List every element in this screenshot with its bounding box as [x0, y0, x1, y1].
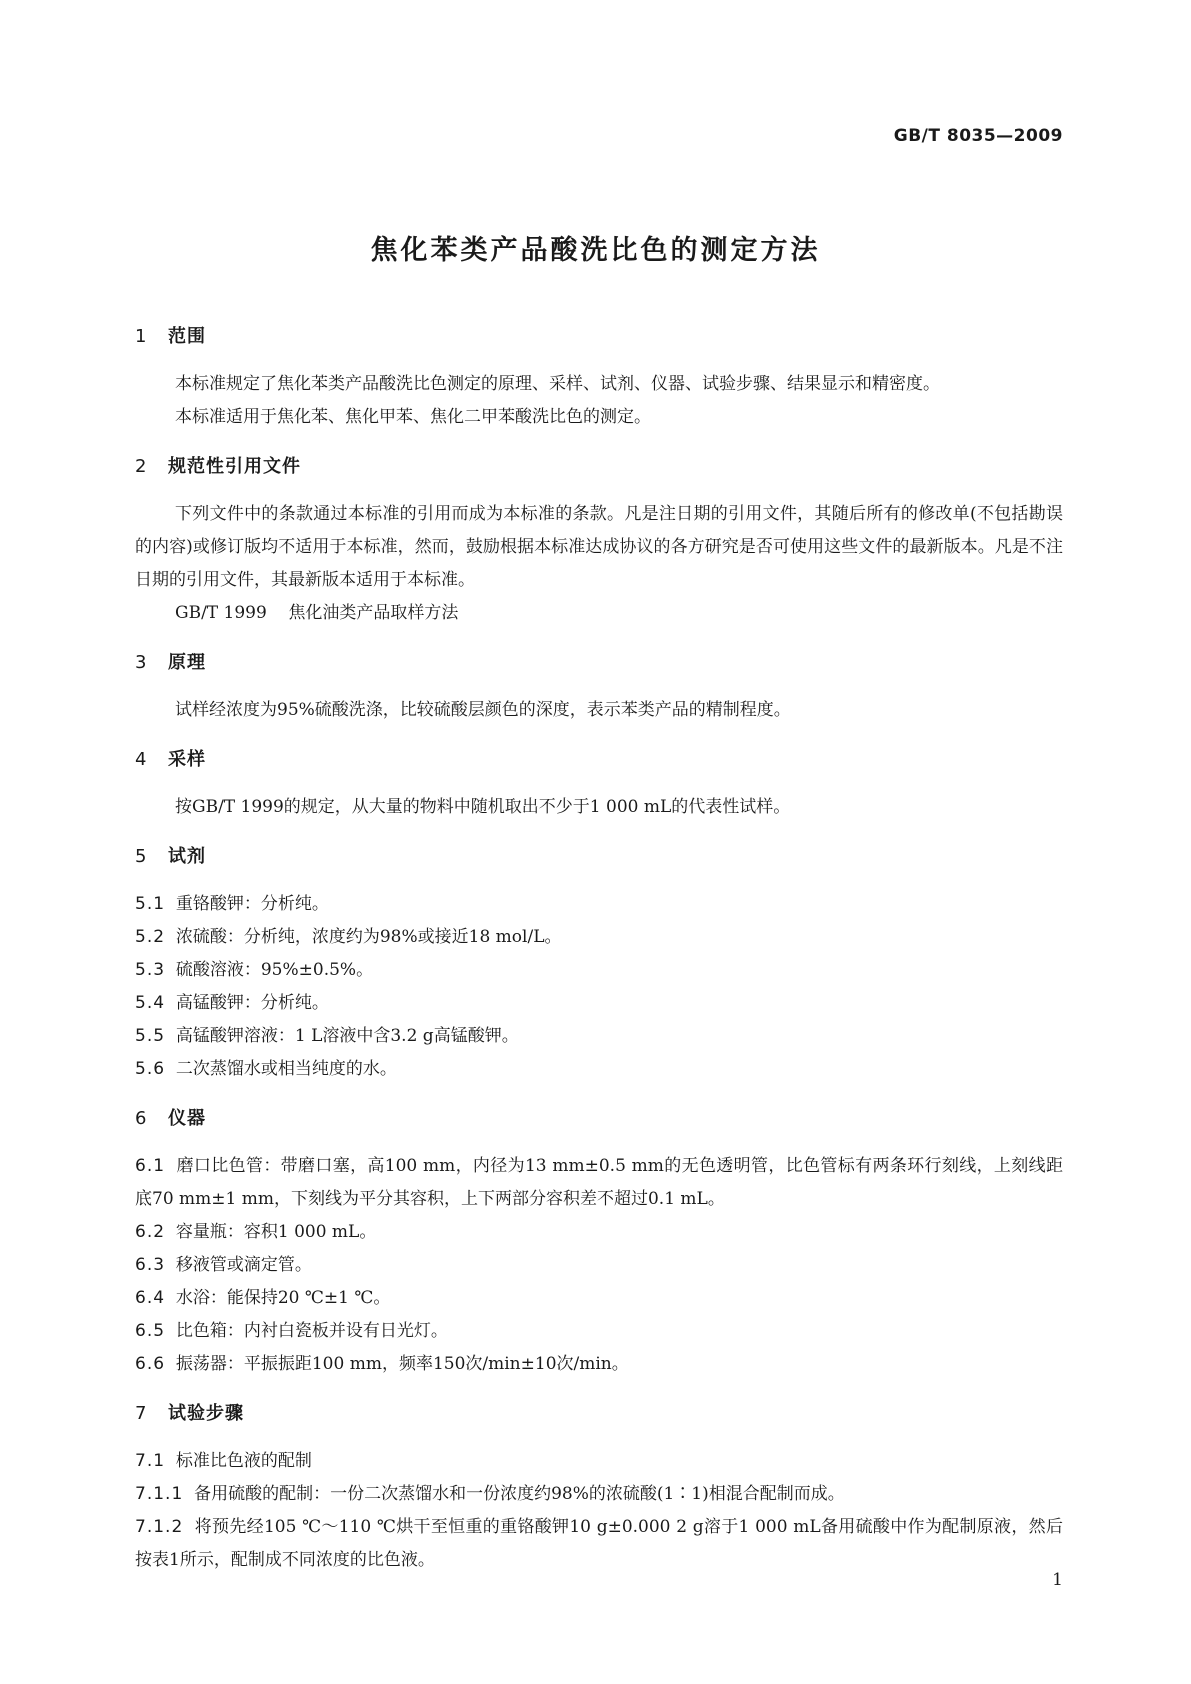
clause-number: 5.2 — [135, 927, 166, 947]
section-number: 4 — [135, 749, 148, 770]
clause-text: 将预先经105 ℃～110 ℃烘干至恒重的重铬酸钾10 g±0.000 2 g溶于1 000 mL备用硫酸中作为配制原液，然后按表1所示，配制成不同浓度的比色液。 — [135, 1517, 1063, 1570]
clause-text: 重铬酸钾：分析纯。 — [175, 894, 329, 914]
clause-number: 6.2 — [135, 1222, 166, 1242]
clause-number: 5.6 — [135, 1059, 166, 1079]
clause-number: 6.1 — [135, 1156, 166, 1176]
clause — [135, 954, 1063, 987]
clause-number: 7.1.2 — [135, 1517, 184, 1537]
clause — [135, 1315, 1063, 1348]
paragraph: 本标准规定了焦化苯类产品酸洗比色测定的原理、采样、试剂、仪器、试验步骤、结果显示和精密度。 — [175, 374, 940, 394]
section-heading-sampling — [135, 745, 1063, 771]
clause-number: 6.4 — [135, 1288, 166, 1308]
clause — [135, 1150, 1063, 1216]
section-heading-normative-references — [135, 452, 1063, 478]
clause-text: 水浴：能保持20 ℃±1 ℃。 — [175, 1288, 391, 1308]
clause — [135, 1249, 1063, 1282]
clause-number: 6.5 — [135, 1321, 166, 1341]
clause-text: 浓硫酸：分析纯，浓度约为98%或接近18 mol/L。 — [175, 927, 562, 947]
clause-number: 7.1 — [135, 1451, 166, 1471]
clause — [135, 1511, 1063, 1577]
clause-number: 5.3 — [135, 960, 166, 980]
clause-number: 7.1.1 — [135, 1484, 184, 1504]
section-heading-reagents — [135, 842, 1063, 868]
section-title: 规范性引用文件 — [168, 456, 301, 477]
section-number: 6 — [135, 1108, 148, 1129]
clause-text: 振荡器：平振振距100 mm，频率150次/min±10次/min。 — [175, 1354, 629, 1374]
paragraph: 下列文件中的条款通过本标准的引用而成为本标准的条款。凡是注日期的引用文件，其随后所有的修改单(不包括勘误的内容)或修订版均不适用于本标准，然而，鼓励根据本标准达成协议的各方研究是否可使用这些文件的最新版本。凡是不注日期的引用文件，其最新版本适用于本标准。 — [135, 504, 1063, 590]
clause-number: 5.4 — [135, 993, 166, 1013]
paragraph: 试样经浓度为95%硫酸洗涤，比较硫酸层颜色的深度，表示苯类产品的精制程度。 — [175, 700, 791, 720]
clause — [135, 921, 1063, 954]
section-title: 采样 — [168, 749, 206, 770]
section-number: 1 — [135, 326, 148, 347]
clause-text: 高锰酸钾溶液：1 L溶液中含3.2 g高锰酸钾。 — [175, 1026, 519, 1046]
clause — [135, 1053, 1063, 1086]
clause-text: 二次蒸馏水或相当纯度的水。 — [175, 1059, 397, 1079]
reference-title: 焦化油类产品取样方法 — [288, 603, 459, 623]
clause-number: 5.5 — [135, 1026, 166, 1046]
section-title: 仪器 — [168, 1108, 206, 1129]
clause-text: 移液管或滴定管。 — [175, 1255, 312, 1275]
section-number: 3 — [135, 652, 148, 673]
section-title: 原理 — [168, 652, 206, 673]
clause — [135, 1020, 1063, 1053]
section-title: 试验步骤 — [168, 1403, 244, 1424]
clause — [135, 1445, 1063, 1478]
section-number: 2 — [135, 456, 148, 477]
clause — [135, 1478, 1063, 1511]
paragraph: 本标准适用于焦化苯、焦化甲苯、焦化二甲苯酸洗比色的测定。 — [175, 407, 651, 427]
section-heading-apparatus — [135, 1104, 1063, 1130]
paragraph: 按GB/T 1999的规定，从大量的物料中随机取出不少于1 000 mL的代表性试样。 — [175, 797, 791, 817]
clause — [135, 1216, 1063, 1249]
standard-number: GB/T 8035—2009 — [893, 126, 1063, 146]
section-title: 试剂 — [168, 846, 206, 867]
section-heading-principle — [135, 648, 1063, 674]
clause-number: 6.3 — [135, 1255, 166, 1275]
reference-entry — [135, 597, 1063, 630]
clause-text: 磨口比色管：带磨口塞，高100 mm，内径为13 mm±0.5 mm的无色透明管，比色管标有两条环行刻线，上刻线距底70 mm±1 mm，下刻线为平分其容积，上下两部分容积差不超过0.1 mL。 — [135, 1156, 1063, 1209]
clause-text: 备用硫酸的配制：一份二次蒸馏水和一份浓度约98%的浓硫酸(1∶1)相混合配制而成。 — [194, 1484, 845, 1504]
reference-code: GB/T 1999 — [175, 603, 267, 623]
clause-text: 容量瓶：容积1 000 mL。 — [175, 1222, 377, 1242]
clause-text: 硫酸溶液：95%±0.5%。 — [175, 960, 374, 980]
document-title: 焦化苯类产品酸洗比色的测定方法 — [370, 235, 821, 266]
clause-text: 高锰酸钾：分析纯。 — [175, 993, 329, 1013]
document-body — [135, 322, 1063, 1577]
clause — [135, 1282, 1063, 1315]
clause — [135, 1348, 1063, 1381]
clause-number: 5.1 — [135, 894, 166, 914]
clause-number: 6.6 — [135, 1354, 166, 1374]
section-number: 5 — [135, 846, 148, 867]
section-title: 范围 — [168, 326, 206, 347]
clause-text: 标准比色液的配制 — [175, 1451, 312, 1471]
clause — [135, 987, 1063, 1020]
clause — [135, 888, 1063, 921]
page-number: 1 — [1052, 1570, 1063, 1590]
clause-text: 比色箱：内衬白瓷板并设有日光灯。 — [175, 1321, 448, 1341]
section-heading-procedure — [135, 1399, 1063, 1425]
section-heading-scope — [135, 322, 1063, 348]
section-number: 7 — [135, 1403, 148, 1424]
